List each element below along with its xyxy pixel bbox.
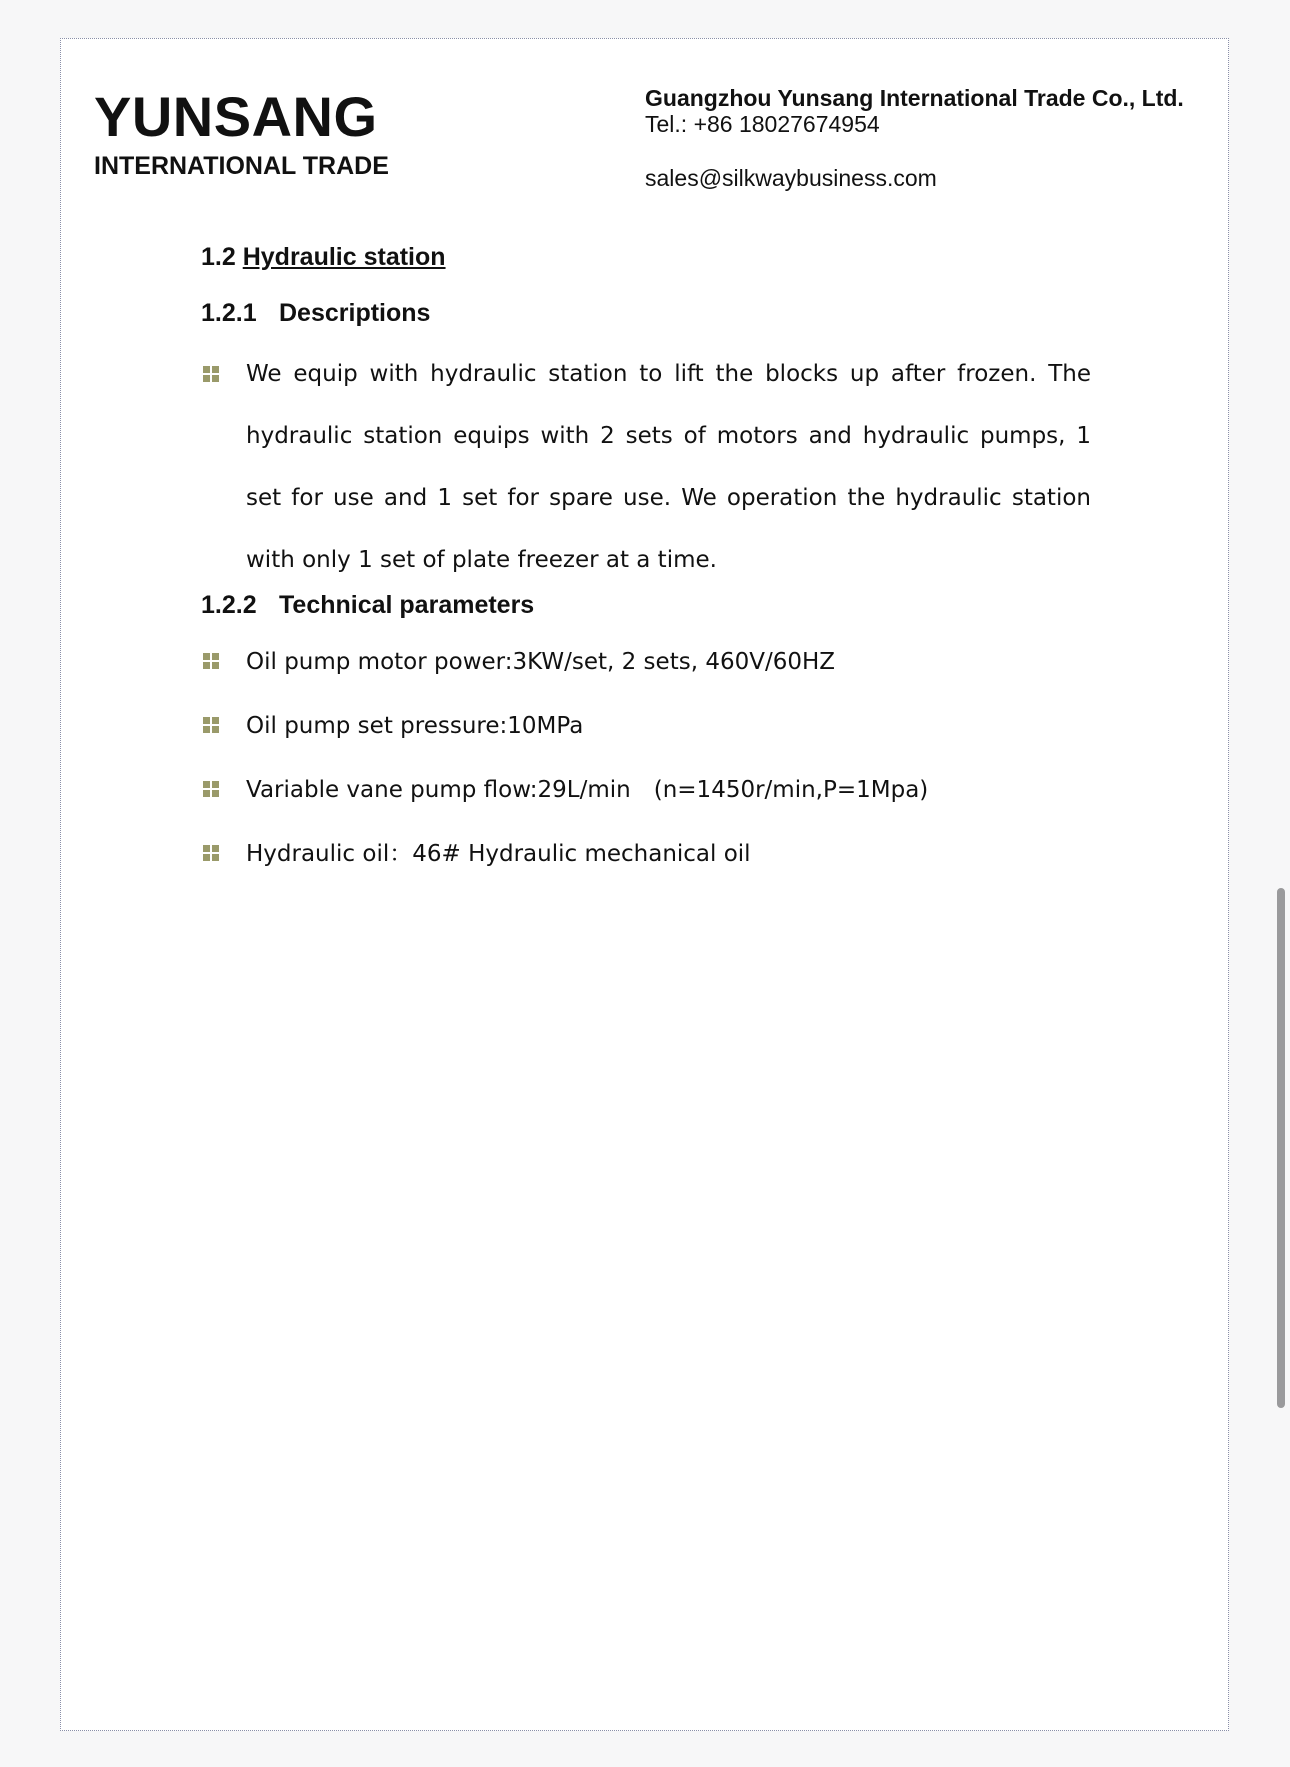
parameter-text: Variable vane pump flow:29L/min (n=1450r/min,P=1Mpa) [246,777,929,803]
company-logo [94,87,389,181]
bullet-icon [203,366,219,382]
parameter-item [201,837,1091,871]
logo-sub-text: INTERNATIONAL TRADE [94,152,389,180]
company-email: sales@silkwaybusiness.com [645,165,937,191]
section-title: Hydraulic station [242,243,446,271]
company-name: Guangzhou Yunsang International Trade Co., Ltd. [645,85,1184,111]
descriptions-number: 1.2.1 [201,299,257,327]
bullet-icon [203,781,219,797]
parameter-text: Oil pump motor power:3KW/set, 2 sets, 460V/60HZ [246,649,836,675]
vertical-scrollbar[interactable] [1277,888,1285,1408]
document-content [201,239,1091,871]
company-info [645,85,1184,191]
parameter-item [201,709,1091,743]
bullet-icon [203,653,219,669]
descriptions-heading [201,295,1091,331]
descriptions-bullet [201,343,1091,591]
descriptions-text: We equip with hydraulic station to lift the blocks up after frozen. The hydraulic station equips with 2 sets of motors and hydraulic pumps, 1 set for use and 1 set for spare use. We operation the hydraulic station with only 1 set of plate freezer at a time. [246,361,1091,573]
document-page [60,38,1229,1731]
logo-main-text: YUNSANG [94,85,378,148]
bullet-icon [203,845,219,861]
section-number: 1.2 [201,243,236,271]
descriptions-title: Descriptions [279,299,431,327]
parameter-item [201,645,1091,679]
company-tel: Tel.: +86 18027674954 [645,111,880,137]
parameters-heading [201,587,1091,623]
parameter-text: Oil pump set pressure:10MPa [246,713,584,739]
parameters-number: 1.2.2 [201,591,257,619]
bullet-icon [203,717,219,733]
parameter-item [201,773,1091,807]
section-heading [201,239,1091,275]
parameters-title: Technical parameters [279,591,535,619]
parameter-text: Hydraulic oil：46# Hydraulic mechanical oil [246,841,751,867]
